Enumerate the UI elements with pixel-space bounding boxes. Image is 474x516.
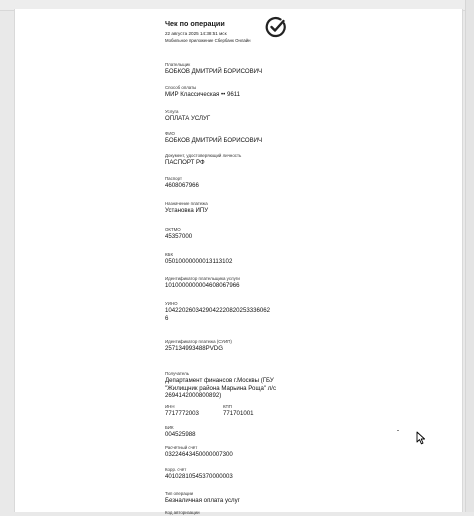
checkmark-circle-icon: [265, 16, 287, 38]
field-value: МИР Классическая •• 9611: [165, 91, 241, 98]
field-id-document: [165, 153, 305, 167]
field-value: 257134993488PVDG: [165, 345, 223, 352]
field-value: 03224643450000007300: [165, 451, 233, 458]
field-value: ОПЛАТА УСЛУГ: [165, 115, 211, 122]
app-source: Мобильное приложение Сбербанк Онлайн: [165, 38, 251, 43]
field-kpp: [223, 404, 254, 418]
field-value: БОБКОВ ДМИТРИЙ БОРИСОВИЧ: [165, 137, 263, 144]
field-label: Идентификатор плательщика услуги: [165, 276, 240, 281]
field-label: Тип операции: [165, 491, 194, 496]
field-label: ОКТМО: [165, 227, 181, 232]
field-auth-code: [165, 510, 305, 516]
field-label: Документ, удостоверяющий личность: [165, 153, 242, 158]
field-operation-type: [165, 491, 305, 505]
field-oktmo: [165, 227, 305, 241]
field-account: [165, 445, 305, 459]
field-value: 7717772003: [165, 410, 199, 417]
document-page: [14, 9, 463, 515]
field-label: Получатель: [165, 371, 189, 376]
field-label: КБК: [165, 252, 173, 257]
field-value: 004525988: [165, 431, 196, 438]
field-suip: [165, 339, 305, 353]
field-value: Департамент финансов г.Москвы (ГБУ "Жилищник района Марьина Роща" л/с 2694142000800892): [165, 377, 277, 399]
field-value: 4608067966: [165, 182, 199, 189]
page-mark: [397, 430, 399, 431]
field-label: ИНН: [165, 404, 175, 409]
field-label: ФИО: [165, 131, 175, 136]
field-corr-account: [165, 467, 305, 481]
field-label: УИНО: [165, 301, 178, 306]
field-value: 10422026034290422208202533360626: [165, 307, 271, 322]
field-value: Безналичная оплата услуг: [165, 497, 240, 504]
field-uino: [165, 301, 305, 322]
field-payer: [165, 62, 305, 76]
field-value: Установка ИПУ: [165, 207, 209, 214]
field-label: Код авторизации: [165, 510, 200, 515]
field-payment-method: [165, 85, 305, 99]
field-fio: [165, 131, 305, 145]
field-value: 05010000000013113102: [165, 258, 233, 265]
field-label: Способ оплаты: [165, 85, 197, 90]
operation-datetime: 22 августа 2025 14:38:51 мск: [165, 31, 227, 36]
field-label: Корр. счёт: [165, 467, 187, 472]
field-recipient: [165, 371, 305, 400]
field-label: Плательщик: [165, 62, 191, 67]
field-label: Идентификатор платежа (СУИП): [165, 339, 232, 344]
field-value: 45357000: [165, 233, 193, 240]
field-label: Услуга: [165, 109, 179, 114]
field-service-payer-id: [165, 276, 305, 290]
field-purpose: [165, 201, 305, 215]
field-label: БИК: [165, 425, 174, 430]
field-value: 40102810545370000003: [165, 473, 233, 480]
field-value: 1010000000004608067966: [165, 282, 240, 289]
field-label: Расчётный счёт: [165, 445, 198, 450]
field-inn: [165, 404, 199, 418]
viewer-scrollbar[interactable]: [465, 0, 474, 512]
field-kbk: [165, 252, 305, 266]
field-label: Паспорт: [165, 176, 182, 181]
mouse-cursor-icon: [416, 431, 426, 445]
field-service: [165, 109, 305, 123]
field-label: КПП: [223, 404, 232, 409]
field-value: БОБКОВ ДМИТРИЙ БОРИСОВИЧ: [165, 68, 263, 75]
field-passport: [165, 176, 305, 190]
field-value: 771701001: [223, 410, 254, 417]
receipt-title: Чек по операции: [165, 19, 225, 28]
field-value: ПАСПОРТ РФ: [165, 159, 205, 166]
field-bik: [165, 425, 305, 439]
field-label: Назначение платежа: [165, 201, 208, 206]
